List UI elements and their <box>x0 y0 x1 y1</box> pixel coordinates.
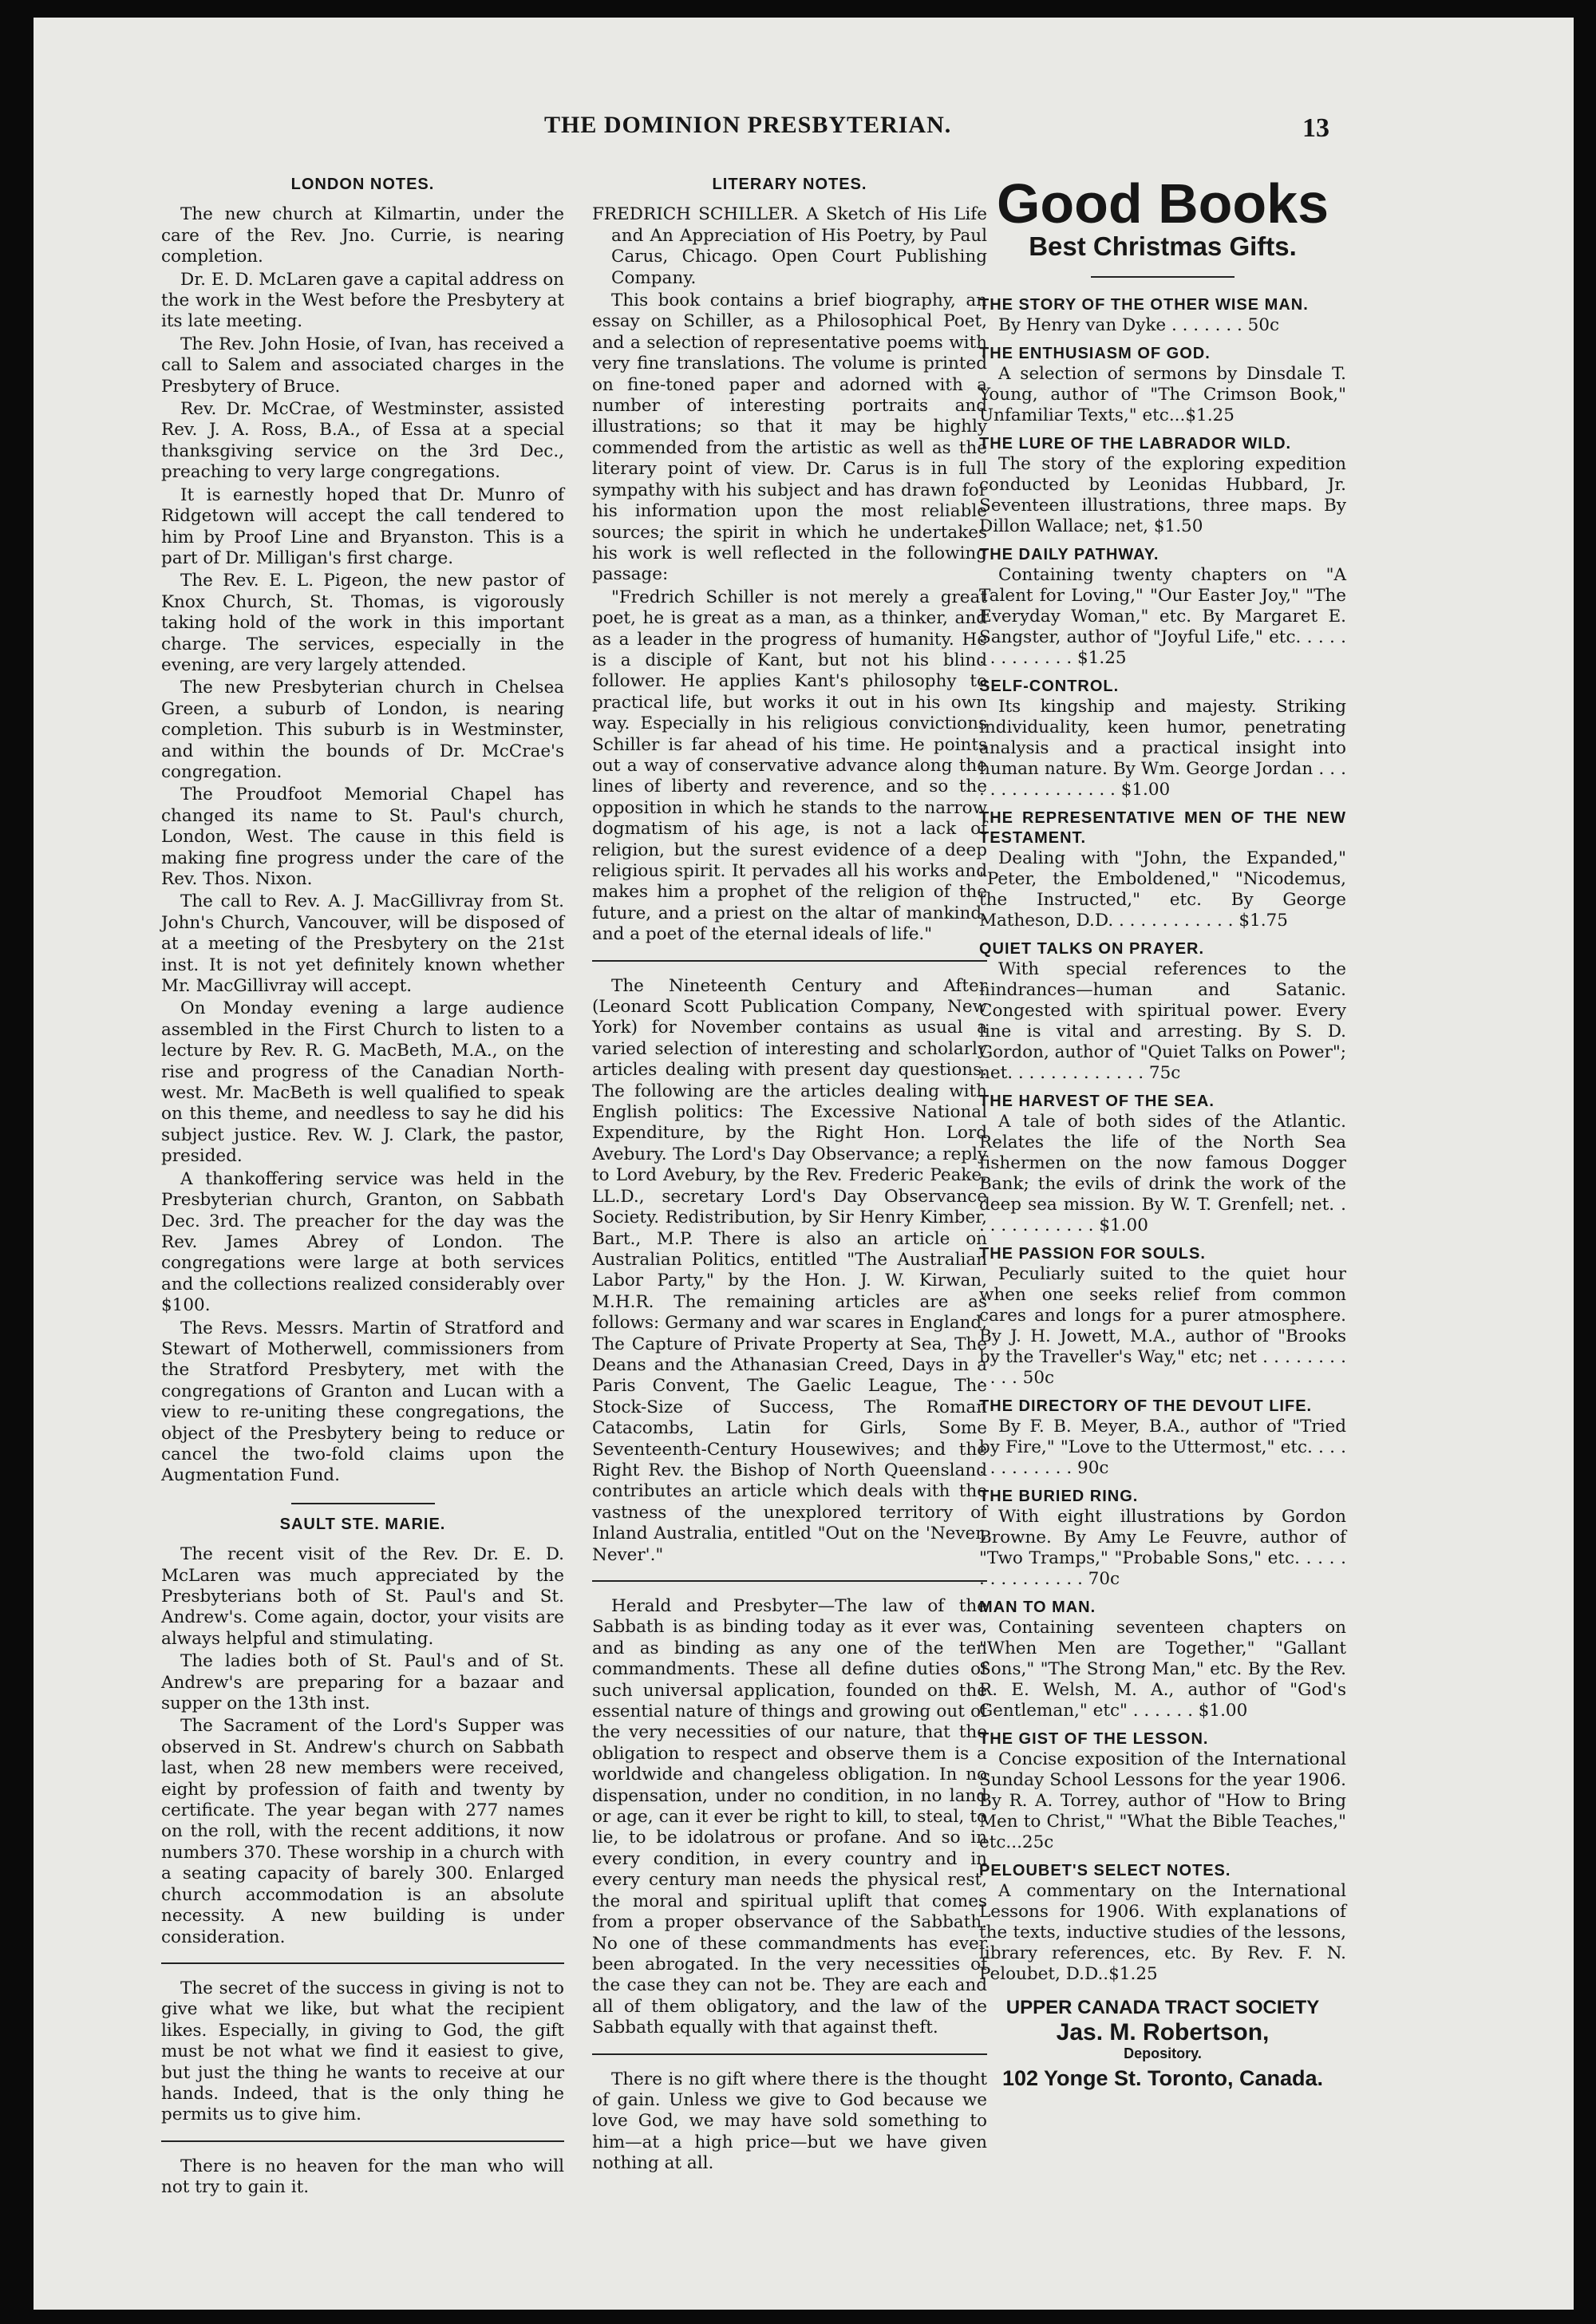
page-number: 13 <box>1302 113 1329 143</box>
london-paragraph: It is earnestly hoped that Dr. Munro of Ridgetown will accept the call tendered to him by Proof Line and Bryanston. This is a part of Dr. Milligan's first charge. <box>161 484 564 568</box>
book-listing <box>979 545 1346 669</box>
schiller-review: This book contains a brief biography, an essay on Schiller, as a Philosophical Poet, and a selection of representative poems with very fine translations. The volume is printed on fine-toned paper and adorned with a number of interesting portraits and illustrations; so that it may be highly commended from the artistic as well as the literary point of view. Dr. Carus is in full sympathy with his subject and has drawn for his information upon the most reliable sources; the spirit in which he undertakes his work is well reflected in the following passage: <box>592 290 987 585</box>
london-paragraph: The new Presbyterian church in Chelsea Green, a suburb of London, is nearing completion. This suburb is in Westminster, and within the bounds of Dr. McCrae's congregation. <box>161 678 564 782</box>
ad-divider <box>1091 276 1235 278</box>
book-listing <box>979 1729 1346 1853</box>
book-listing <box>979 434 1346 537</box>
sault-paragraph: The Sacrament of the Lord's Supper was observed in St. Andrew's church on Sabbath last, when 28 new members were received, eight by profession of faith and twenty by certificate. The year began with 277 names on the roll, with the recent additions, it now numbers 370. These worship in a church with a seating capacity of barely 300. Enlarged church accommodation is an absolute necessity. A new building is under consideration. <box>161 1716 564 1947</box>
book-title: THE BURIED RING. <box>979 1488 1139 1506</box>
nineteenth-century-review: The Nineteenth Century and After (Leonard Scott Publication Company, New York) for November contains as usual a varied selection of interesting and scholarly articles dealing with present day questions. The following are the articles dealing with English politics: The Excessive National Expenditure, by the Right Hon. Lord Avebury. The Lord's Day Observance; a reply to Lord Avebury, by the Rev. Frederic Peake, LL.D., secretary Lord's Day Observance Society. Redistribution, by Sir Henry Kimber, Bart., M.P. There is also an article on Australian Politics, entitled "The Australian Labor Party," by the Hon. J. W. Kirwan, M.H.R. The remaining articles are as follows: Germany and war scares in England, The Capture of Private Property at Sea, The Deans and the Athanasian Creed, Days in a Paris Convent, The Gaelic League, The Stock-Size of Success, The Roman Catacombs, Latin for Girls, Some Seventeenth-Century Housewives; and the Right Rev. the Bishop of North Queensland contributes an article which deals with the vastness of the unexplored territory of Inland Australia, entitled "Out on the 'Never, Never'." <box>592 975 987 1565</box>
book-description: Concise exposition of the International Sunday School Lessons for the year 1906. By R. A. Torrey, author of "How to Bring Men to Christ," "What the Bible Teaches," etc...25c <box>979 1749 1346 1853</box>
column-left <box>161 174 564 2200</box>
book-listing <box>979 808 1346 931</box>
schiller-quote: "Fredrich Schiller is not merely a great poet, he is great as a man, as a thinker, and as a leader in the progress of humanity. He is a disciple of Kant, but not his blind follower. He applies Kant's philosophy to practical life, but works it out in his own way. Especially in his religious convictions Schiller is far ahead of his time. He points out a way of conservative advance along the lines of liberty and reverence, and so the opposition in which he stands to the narrow dogmatism of his age, is not a lack of religion, but the surest evidence of a deep religious spirit. It pervades all his works and makes him a prophet of the religion of the future, and a priest on the altar of mankind, and a poet of the eternal ideals of life." <box>592 587 987 945</box>
masthead: THE DOMINION PRESBYTERIAN. <box>544 112 952 138</box>
book-title: THE LURE OF THE LABRADOR WILD. <box>979 435 1292 453</box>
depositary-name: Jas. M. Robertson, <box>1056 2018 1270 2045</box>
book-listing <box>979 677 1346 800</box>
schiller-citation: FREDRICH SCHILLER. A Sketch of His Life and An Appreciation of His Poetry, by Paul Carus, Chicago. Open Court Publishing Company. <box>592 204 987 288</box>
book-title: THE DAILY PATHWAY. <box>979 546 1159 564</box>
section-divider <box>161 2140 564 2142</box>
london-paragraph: Rev. Dr. McCrae, of Westminster, assisted Rev. J. A. Ross, B.A., of Essa at a special thanksgiving service on the 3rd Dec., preaching to very large congregations. <box>161 399 564 483</box>
book-title: THE GIST OF THE LESSON. <box>979 1730 1209 1749</box>
sault-paragraph: The recent visit of the Rev. Dr. E. D. McLaren was much appreciated by the Presbyterians both of St. Paul's and St. Andrew's. Come again, doctor, your visits are always helpful and stimulating. <box>161 1544 564 1649</box>
book-description: A commentary on the International Lessons for 1906. With explanations of the texts, inductive studies of the lessons, library references, etc. By Rev. F. N. Peloubet, D.D..$1.25 <box>979 1881 1346 1985</box>
section-divider <box>161 1962 564 1964</box>
literary-notes-heading: LITERARY NOTES. <box>712 176 867 193</box>
book-description: By Henry van Dyke . . . . . . . 50c <box>998 315 1280 336</box>
book-description: Containing twenty chapters on "A Talent for Loving," "Our Easter Joy," "The Everyday Woman," etc. By Margaret E. Sangster, author of "Joyful Life," etc. . . . . . . . . . . . . . $1.25 <box>979 565 1346 669</box>
book-title: THE REPRESENTATIVE MEN OF THE NEW TESTAMENT. <box>979 809 1346 848</box>
book-listing <box>979 1598 1346 1721</box>
london-notes-heading: LONDON NOTES. <box>290 176 435 193</box>
book-description: With special references to the hindrances—human and Satanic. Congested with spiritual power. Every line is vital and arresting. By S. D. Gordon, author of "Quiet Talks on Power"; net. . . . . . . . . . . . . 75c <box>979 959 1346 1084</box>
book-description: A selection of sermons by Dinsdale T. Young, author of "The Crimson Book," Unfamiliar Texts," etc...$1.25 <box>979 364 1346 426</box>
book-listing <box>979 939 1346 1084</box>
london-paragraph: The new church at Kilmartin, under the care of the Rev. Jno. Currie, is nearing completion. <box>161 204 564 267</box>
no-heaven-paragraph: There is no heaven for the man who will not try to gain it. <box>161 2156 564 2198</box>
secret-of-giving-paragraph: The secret of the success in giving is not to give what we like, but what the recipient likes. Especially, in giving to God, the gift must be not what we find it easiest to give, but just the thing he wants to receive at our hands. Indeed, that is the only thing he permits us to give him. <box>161 1978 564 2125</box>
column-middle <box>592 174 987 2176</box>
section-divider <box>592 1580 987 1582</box>
london-paragraph: The Rev. E. L. Pigeon, the new pastor of Knox Church, St. Thomas, is vigorously taking hold of the work in this important charge. The services, especially in the evening, are very largely attended. <box>161 571 564 675</box>
depositary-role: Depository. <box>1124 2045 1202 2062</box>
section-divider <box>291 1503 435 1504</box>
book-listing <box>979 1397 1346 1479</box>
london-paragraph: The Revs. Messrs. Martin of Stratford and Stewart of Motherwell, commissioners from the Stratford Presbytery, met with the congregations of Granton and Lucan with a view to re-uniting these congregations, the object of the Presbytery being to reduce or cancel the two-fold claims upon the Augmentation Fund. <box>161 1318 564 1486</box>
book-description: The story of the exploring expedition conducted by Leonidas Hubbard, Jr. Seventeen illustrations, three maps. By Dillon Wallace; net, $1.50 <box>979 454 1346 537</box>
herald-and-presbyter-paragraph: Herald and Presbyter—The law of the Sabbath is as binding today as it ever was, and as binding as any one of the ten commandments. These all define duties of such universal application, founded on the essential nature of things and growing out of the very necessities of our nature, that the obligation to respect and observe them is a worldwide and changeless obligation. In no dispensation, under no condition, in no land or age, can it ever be right to kill, to steal, to lie, to be idolatrous or profane. And so in every condition, in every country and in every century man needs the physical rest, the moral and spiritual uplift that comes from a proper observance of the Sabbath. No one of these commandments has ever been abrogated. In the very necessities of the case they can not be. They are each and all of them obligatory, and the law of the Sabbath equally with that against theft. <box>592 1596 987 2038</box>
section-divider <box>592 960 987 962</box>
book-listing <box>979 1487 1346 1590</box>
section-divider <box>592 2053 987 2055</box>
book-listing <box>979 344 1346 426</box>
book-description: Containing seventeen chapters on "When Men are Together," "Gallant Sons," "The Strong Man," etc. By the Rev. R. E. Welsh, M. A., author of "God's Gentleman," etc" . . . . . . $1.00 <box>979 1618 1346 1721</box>
no-gift-paragraph: There is no gift where there is the thought of gain. Unless we give to God because we love God, we may have sold something to him—at a high price—but we have given nothing at all. <box>592 2069 987 2174</box>
book-title: THE ENTHUSIASM OF GOD. <box>979 345 1211 363</box>
sault-paragraph: The ladies both of St. Paul's and of St. Andrew's are preparing for a bazaar and supper on the 13th inst. <box>161 1651 564 1714</box>
book-listing <box>979 1244 1346 1389</box>
ad-subtitle: Best Christmas Gifts. <box>1029 231 1297 261</box>
london-paragraph: On Monday evening a large audience assembled in the First Church to listen to a lecture by Rev. R. G. MacBeth, M.A., on the rise and progress of the Canadian North-west. Mr. MacBeth is well qualified to speak on this theme, and needless to say he did his subject justice. Rev. W. J. Clark, the pastor, presided. <box>161 998 564 1167</box>
london-paragraph: Dr. E. D. McLaren gave a capital address on the work in the West before the Presbytery at its late meeting. <box>161 269 564 332</box>
book-title: THE HARVEST OF THE SEA. <box>979 1093 1215 1111</box>
ad-title: Good Books <box>996 172 1329 235</box>
book-title: SELF-CONTROL. <box>979 678 1120 696</box>
book-description: Peculiarly suited to the quiet hour when one seeks relief from common cares and longs for a purer atmosphere. By J. H. Jowett, M.A., author of "Brooks by the Traveller's Way," etc; net . . . . . . . . . . . . 50c <box>979 1264 1346 1389</box>
book-description: Its kingship and majesty. Striking individuality, keen humor, penetrating analysis and a practical insight into human nature. By Wm. George Jordan . . . . . . . . . . . . . . . . $1.00 <box>979 697 1346 800</box>
good-books-advertisement <box>979 174 1346 2089</box>
sault-ste-marie-heading: SAULT STE. MARIE. <box>279 1515 446 1533</box>
book-description: By F. B. Meyer, B.A., author of "Tried by Fire," "Love to the Uttermost," etc. . . . . . . . . . . . . 90c <box>979 1417 1346 1479</box>
publisher-block <box>979 1998 1346 2089</box>
book-listing <box>979 295 1346 336</box>
book-title: QUIET TALKS ON PRAYER. <box>979 940 1205 958</box>
london-paragraph: The call to Rev. A. J. MacGillivray from St. John's Church, Vancouver, will be disposed of at a meeting of the Presbytery on the 21st inst. It is not yet definitely known whether Mr. MacGillivray will accept. <box>161 891 564 997</box>
book-title: PELOUBET'S SELECT NOTES. <box>979 1862 1231 1880</box>
london-paragraph: The Rev. John Hosie, of Ivan, has received a call to Salem and associated charges in the Presbytery of Bruce. <box>161 334 564 397</box>
book-title: THE STORY OF THE OTHER WISE MAN. <box>979 296 1309 314</box>
book-title: MAN TO MAN. <box>979 1599 1096 1617</box>
book-listing <box>979 1861 1346 1985</box>
book-description: A tale of both sides of the Atlantic. Relates the life of the North Sea fishermen on the now famous Dogger Bank; the evils of drink the work of the deep sea mission. By W. T. Grenfell; net. . . . . . . . . . . . . $1.00 <box>979 1112 1346 1236</box>
london-paragraph: The Proudfoot Memorial Chapel has changed its name to St. Paul's church, London, West. The cause in this field is making fine progress under the care of the Rev. Thos. Nixon. <box>161 785 564 889</box>
book-description: With eight illustrations by Gordon Browne. By Amy Le Feuvre, author of "Two Tramps," "Probable Sons," etc. . . . . . . . . . . . . . . 70c <box>979 1507 1346 1590</box>
publisher-name: UPPER CANADA TRACT SOCIETY <box>1005 1997 1320 2019</box>
book-title: THE PASSION FOR SOULS. <box>979 1245 1206 1263</box>
newspaper-page <box>34 18 1574 2310</box>
book-title: THE DIRECTORY OF THE DEVOUT LIFE. <box>979 1397 1313 1416</box>
publisher-address: 102 Yonge St. Toronto, Canada. <box>1001 2065 1324 2090</box>
book-description: Dealing with "John, the Expanded," "Peter, the Emboldened," "Nicodemus, the Instructed," etc. By George Matheson, D.D. . . . . . . . . . . . $1.75 <box>979 848 1346 931</box>
book-listing <box>979 1092 1346 1236</box>
london-paragraph: A thankoffering service was held in the Presbyterian church, Granton, on Sabbath Dec. 3rd. The preacher for the day was the Rev. James Abrey of London. The congregations were large at both services and the collections realized considerably over $100. <box>161 1168 564 1316</box>
